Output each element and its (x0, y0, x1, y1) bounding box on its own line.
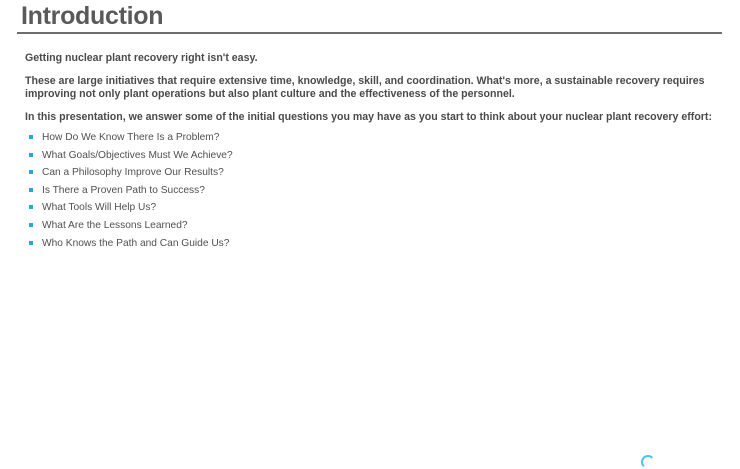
list-item-text: What Tools Will Help Us? (42, 202, 157, 214)
intro-paragraph-3: In this presentation, we answer some of the initial questions you may have as you start to think about your nuclear plant recovery effort: (25, 110, 712, 123)
slide-body (25, 52, 715, 252)
list-item (25, 147, 715, 165)
list-item-text: Can a Philosophy Improve Our Results? (42, 167, 224, 179)
square-bullet-icon (29, 188, 33, 192)
square-bullet-icon (29, 135, 33, 139)
intro-paragraph-2: These are large initiatives that require extensive time, knowledge, skill, and coordination. What's more, a sustainable recovery requires improving not only plant operations but also plant culture and the effectiveness of the personnel. (25, 74, 705, 100)
square-bullet-icon (29, 153, 33, 157)
intro-paragraph-1: Getting nuclear plant recovery right isn't easy. (25, 52, 258, 64)
list-item-text: Who Knows the Path and Can Guide Us? (42, 237, 230, 249)
square-bullet-icon (29, 241, 33, 245)
title-divider (17, 32, 722, 34)
square-bullet-icon (29, 223, 33, 227)
list-item (25, 235, 715, 253)
list-item (25, 217, 715, 235)
list-item (25, 199, 715, 217)
logo-fragment-icon (641, 455, 655, 469)
square-bullet-icon (29, 170, 33, 174)
list-item-text: What Are the Lessons Learned? (42, 219, 188, 231)
list-item-text: What Goals/Objectives Must We Achieve? (42, 149, 233, 161)
slide-title: Introduction (21, 2, 164, 30)
list-item (25, 164, 715, 182)
list-item-text: Is There a Proven Path to Success? (42, 184, 205, 196)
list-item (25, 182, 715, 200)
list-item-text: How Do We Know There Is a Problem? (42, 132, 220, 143)
question-list (25, 129, 715, 252)
square-bullet-icon (29, 205, 33, 209)
list-item (25, 129, 715, 147)
